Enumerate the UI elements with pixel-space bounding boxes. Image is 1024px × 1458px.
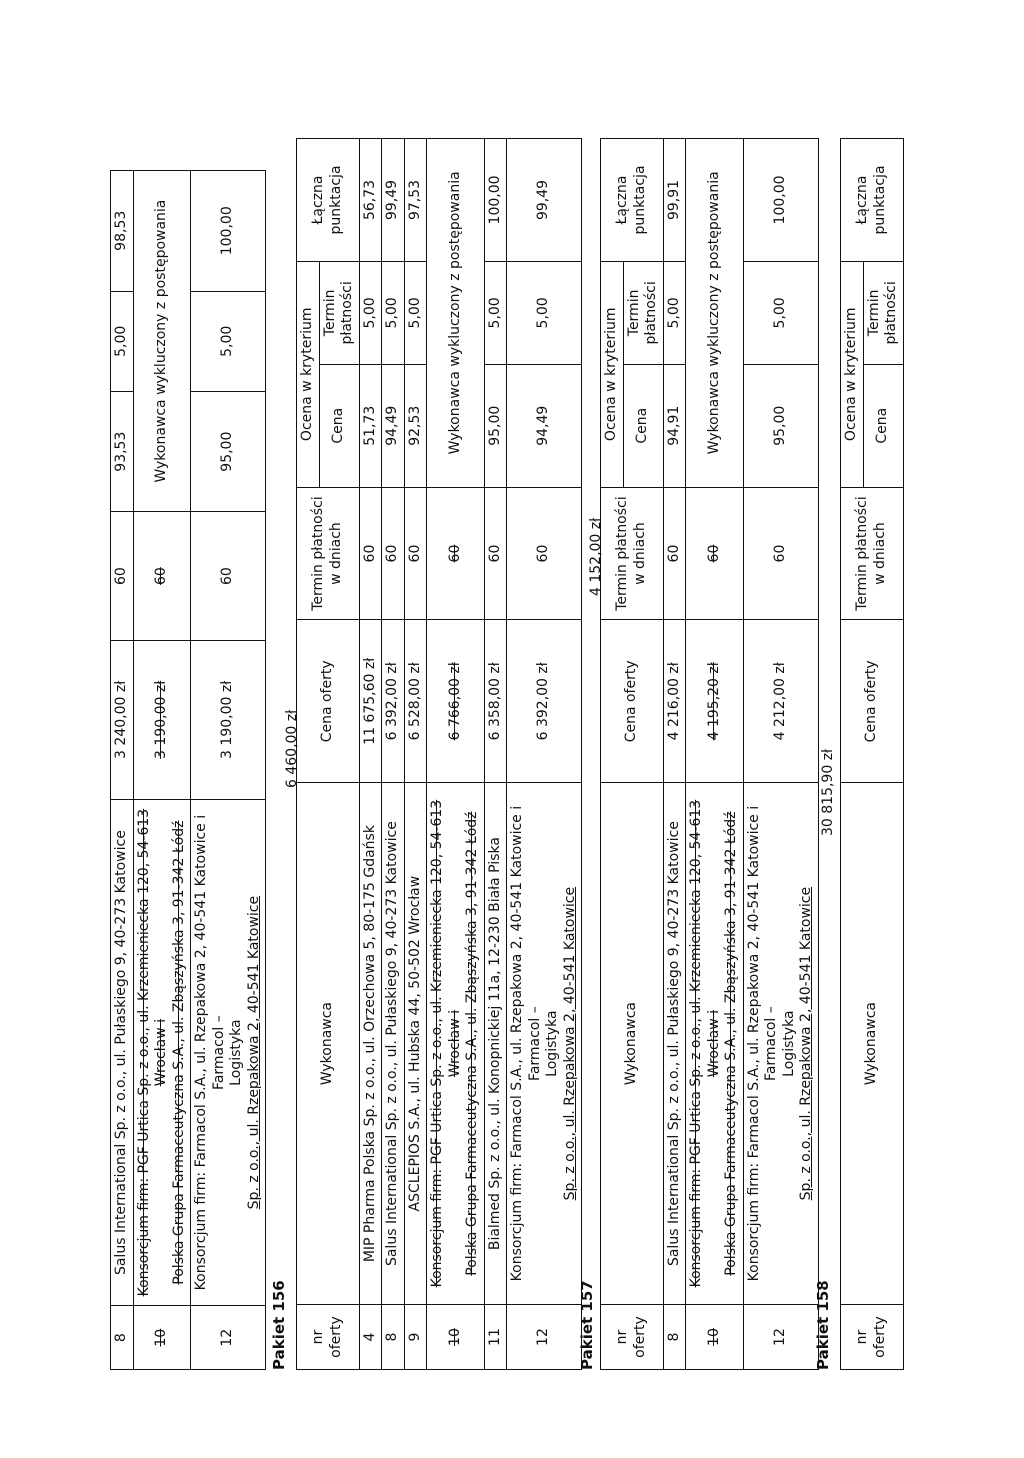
row-lacznie: 99,91 (663, 139, 686, 262)
termin-header: Termin płatności w dniach (297, 487, 360, 620)
row-nr: 10 (686, 1305, 744, 1370)
wykonawca-line: Salus International Sp. z o.o., ul. Pułaskiego 9, 40-273 Katowice (113, 830, 129, 1276)
ocena-cena-header: Cena (319, 364, 359, 487)
pakiet-158-table (840, 138, 904, 1370)
row-ocena-cena: 94,49 (507, 364, 582, 487)
row-ocena-cena: 94,49 (382, 364, 405, 487)
ocena-cena-header: Cena (623, 364, 663, 487)
row-lacznie: 99,49 (382, 139, 405, 262)
row-nr: 4 (359, 1305, 382, 1370)
lacznie-header: Łączna punktacja (601, 139, 664, 262)
row-ocena-termin: 5,00 (484, 261, 507, 364)
row-nr: 10 (427, 1305, 485, 1370)
row-cena: 6 392,00 zł (382, 620, 405, 783)
table-row (404, 139, 427, 1370)
row-ocena-cena: 92,53 (404, 364, 427, 487)
wykonawca-line: Polska Grupa Farmaceutyczna S.A., ul. Zbąszyńska 3, 91-342 Łódź (464, 811, 480, 1276)
pakiet-157-table (600, 138, 819, 1370)
wykonawca-line: Sp. z o.o., ul. Rzepakowa 2, 40-541 Katowice (798, 886, 814, 1201)
termin-header: Termin płatności w dniach (601, 487, 664, 620)
row-termin: 60 (686, 487, 744, 620)
termin-header: Termin płatności w dniach (841, 487, 904, 620)
row-excluded-note: Wykonawca wykluczony z postępowania (427, 139, 485, 488)
pakiet-156-block (296, 138, 582, 1370)
row-nr: 8 (111, 1306, 134, 1370)
pakiet-158-total: 30 815,90 zł (820, 748, 836, 836)
row-wykonawca (484, 783, 507, 1305)
row-nr: 11 (484, 1305, 507, 1370)
row-termin: 60 (191, 512, 266, 641)
wykonawca-line: MIP Pharma Polska Sp. z o.o., ul. Orzechowa 5, 80-175 Gdańsk (361, 825, 378, 1263)
row-ocena-cena: 94,91 (663, 364, 686, 487)
ocena-cena-header: Cena (863, 364, 903, 487)
row-termin: 60 (133, 512, 191, 641)
pakiet-158-title: Pakiet 158 (814, 1280, 832, 1370)
table-row (382, 139, 405, 1370)
row-wykonawca (382, 783, 405, 1305)
row-cena: 6 528,00 zł (404, 620, 427, 783)
wykonawca-line: Konsorcjum firm: Farmacol S.A., ul. Rzepakowa 2, 40-541 Katowice i Farmacol – (509, 805, 543, 1282)
wykonawca-line: Konsorcjum firm: Farmacol S.A., ul. Rzepakowa 2, 40-541 Katowice i Farmacol – (193, 814, 227, 1291)
wykonawca-line: Salus International Sp. z o.o., ul. Pułaskiego 9, 40-273 Katowice (384, 821, 400, 1267)
table-row (191, 171, 266, 1370)
wykonawca-line: ASCLEPIOS S.A., ul. Hubska 44, 50-502 Wrocław (406, 875, 423, 1212)
row-wykonawca (191, 799, 266, 1306)
row-termin: 60 (743, 487, 818, 620)
table-row (427, 139, 485, 1370)
row-ocena-termin: 5,00 (663, 261, 686, 364)
row-nr: 12 (743, 1305, 818, 1370)
row-termin: 60 (404, 487, 427, 620)
row-lacznie: 56,73 (359, 139, 382, 262)
ocena-header: Ocena w kryterium (297, 261, 320, 487)
ocena-termin-header: Termin płatności (623, 261, 663, 364)
row-cena: 4 212,00 zł (743, 620, 818, 783)
row-excluded-note: Wykonawca wykluczony z postępowania (686, 139, 744, 488)
pakiet-157-block (600, 138, 819, 1370)
row-lacznie: 98,53 (111, 171, 134, 292)
row-termin: 60 (663, 487, 686, 620)
row-cena: 6 766,00 zł (427, 620, 485, 783)
pakiet-156-table (296, 138, 582, 1370)
top-table (110, 170, 266, 1370)
row-ocena-cena: 95,00 (743, 364, 818, 487)
row-termin: 60 (484, 487, 507, 620)
row-nr: 9 (404, 1305, 427, 1370)
row-ocena-cena: 95,00 (484, 364, 507, 487)
lacznie-header: Łączna punktacja (297, 139, 360, 262)
row-termin: 60 (359, 487, 382, 620)
row-cena: 6 358,00 zł (484, 620, 507, 783)
row-termin: 60 (111, 512, 134, 641)
row-wykonawca (743, 783, 818, 1305)
table-row (686, 139, 744, 1370)
row-ocena-cena: 95,00 (191, 392, 266, 512)
cena-header: Cena oferty (297, 620, 360, 783)
wykonawca-line: Salus International Sp. z o.o., ul. Pułaskiego 9, 40-273 Katowice (665, 821, 682, 1267)
row-cena: 4 216,00 zł (663, 620, 686, 783)
wykonawca-line: Konsorcjum firm: PGF Urtica Sp. z o.o., ul. Krzemieniecka 120, 54-613 Wrocław i (429, 799, 463, 1288)
wykonawca-header: Wykonawca (601, 783, 664, 1305)
row-lacznie: 100,00 (484, 139, 507, 262)
wykonawca-line: Konsorcjum firm: PGF Urtica Sp. z o.o., ul. Krzemieniecka 120, 54-613 Wrocław i (688, 799, 722, 1288)
table-row (111, 171, 134, 1370)
row-lacznie: 97,53 (404, 139, 427, 262)
row-cena: 3 240,00 zł (111, 640, 134, 799)
header-row (297, 139, 320, 1370)
row-cena: 4 195,20 zł (686, 620, 744, 783)
pakiet-157-title: Pakiet 157 (578, 1280, 596, 1370)
row-ocena-termin: 5,00 (743, 261, 818, 364)
row-nr: 8 (382, 1305, 405, 1370)
wykonawca-line: Logistyka (780, 1010, 797, 1077)
nr-header: nr oferty (297, 1305, 360, 1370)
row-cena: 11 675,60 zł (359, 620, 382, 783)
row-cena: 3 190,00 zł (191, 640, 266, 799)
row-wykonawca (686, 783, 744, 1305)
ocena-header: Ocena w kryterium (601, 261, 624, 487)
row-cena: 6 392,00 zł (507, 620, 582, 783)
row-termin: 60 (382, 487, 405, 620)
wykonawca-line: Polska Grupa Farmaceutyczna S.A., ul. Zbąszyńska 3, 91-342 Łódź (170, 820, 187, 1285)
lacznie-header: Łączna punktacja (841, 139, 904, 262)
nr-header: nr oferty (601, 1305, 664, 1370)
row-ocena-termin: 5,00 (111, 291, 134, 392)
wykonawca-line: Konsorcjum firm: PGF Urtica Sp. z o.o., ul. Krzemieniecka 120, 54-613 Wrocław i (135, 808, 169, 1297)
row-nr: 8 (663, 1305, 686, 1370)
row-ocena-termin: 5,00 (359, 261, 382, 364)
top-table-block (110, 170, 266, 1370)
row-nr: 12 (507, 1305, 582, 1370)
wykonawca-line: Sp. z o.o., ul. Rzepakowa 2, 40-541 Katowice (561, 886, 578, 1201)
pakiet-158-block (840, 138, 904, 1370)
row-wykonawca (133, 799, 191, 1306)
ocena-termin-header: Termin płatności (863, 261, 903, 364)
wykonawca-line: Bialmed Sp. z o.o., ul. Konopnickiej 11a, 12-230 Biała Piska (486, 837, 503, 1251)
header-row (841, 139, 864, 1370)
table-row (663, 139, 686, 1370)
pakiet-156-total: 6 460,00 zł (284, 709, 300, 788)
row-termin: 60 (507, 487, 582, 620)
row-ocena-cena: 51,73 (359, 364, 382, 487)
wykonawca-header: Wykonawca (297, 783, 360, 1305)
pakiet-157-total: 4 152,00 zł (588, 517, 604, 596)
row-lacznie: 100,00 (743, 139, 818, 262)
row-nr: 10 (133, 1306, 191, 1370)
row-lacznie: 99,49 (507, 139, 582, 262)
row-cena: 3 190,00 zł (133, 640, 191, 799)
table-row (359, 139, 382, 1370)
cena-header: Cena oferty (601, 620, 664, 783)
wykonawca-line: Polska Grupa Farmaceutyczna S.A., ul. Zbąszyńska 3, 91-342 Łódź (723, 811, 739, 1276)
wykonawca-line: Sp. z o.o., ul. Rzepakowa 2, 40-541 Katowice (245, 895, 262, 1210)
table-row (133, 171, 191, 1370)
row-wykonawca (507, 783, 582, 1305)
row-wykonawca (359, 783, 382, 1305)
table-row (484, 139, 507, 1370)
row-lacznie: 100,00 (191, 171, 266, 292)
ocena-termin-header: Termin płatności (319, 261, 359, 364)
wykonawca-header: Wykonawca (841, 783, 904, 1305)
row-ocena-termin: 5,00 (507, 261, 582, 364)
ocena-header: Ocena w kryterium (841, 261, 864, 487)
row-wykonawca (111, 799, 134, 1306)
row-excluded-note: Wykonawca wykluczony z postępowania (133, 171, 191, 512)
wykonawca-line: Logistyka (228, 1019, 244, 1086)
table-row (507, 139, 582, 1370)
table-row (743, 139, 818, 1370)
row-ocena-cena: 93,53 (111, 392, 134, 512)
row-ocena-termin: 5,00 (404, 261, 427, 364)
wykonawca-line: Logistyka (544, 1010, 560, 1077)
cena-header: Cena oferty (841, 620, 904, 783)
wykonawca-line: Konsorcjum firm: Farmacol S.A., ul. Rzepakowa 2, 40-541 Katowice i Farmacol – (745, 805, 779, 1282)
header-row (601, 139, 624, 1370)
row-termin: 60 (427, 487, 485, 620)
row-wykonawca (427, 783, 485, 1305)
row-ocena-termin: 5,00 (382, 261, 405, 364)
nr-header: nr oferty (841, 1305, 904, 1370)
row-ocena-termin: 5,00 (191, 291, 266, 392)
row-wykonawca (404, 783, 427, 1305)
row-nr: 12 (191, 1306, 266, 1370)
row-wykonawca (663, 783, 686, 1305)
pakiet-156-title: Pakiet 156 (270, 1280, 288, 1370)
